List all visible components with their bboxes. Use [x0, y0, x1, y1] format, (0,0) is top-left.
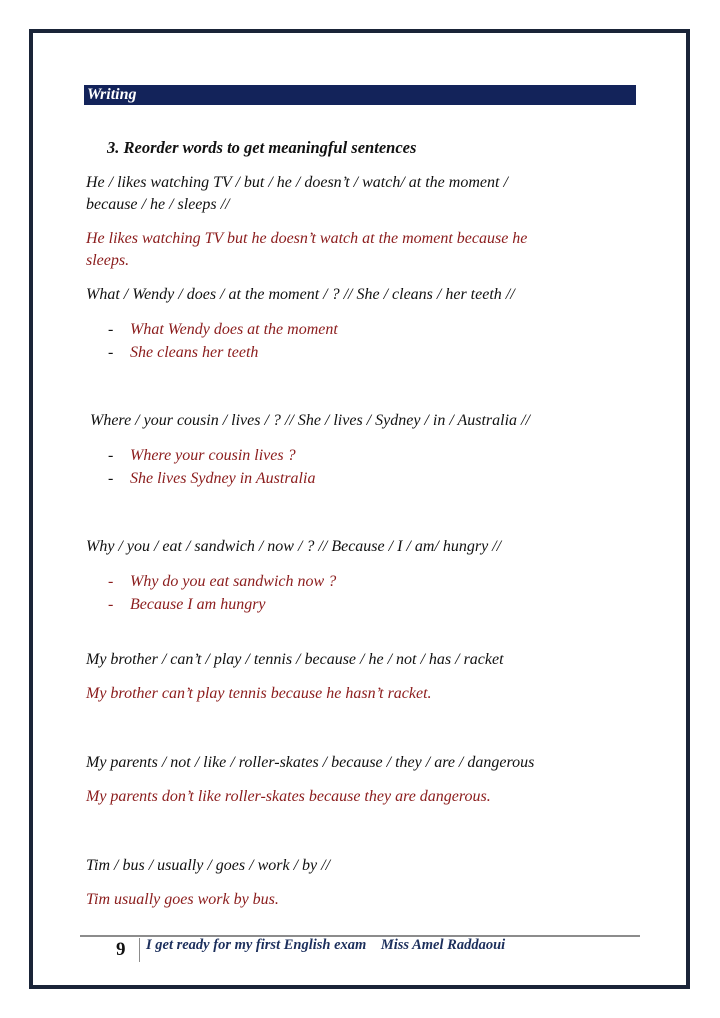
exercise-heading: 3. Reorder words to get meaningful sentences: [107, 138, 417, 157]
prompt-6: My parents / not / like / roller-skates / because / they / are / dangerous: [86, 754, 535, 771]
prompt-1-line-1: He / likes watching TV / but / he / doesn’t / watch/ at the moment /: [86, 174, 508, 191]
list-item: - She cleans her teeth: [108, 344, 259, 361]
bullet-list-2: [108, 318, 338, 364]
answer-text: Because I am hungry: [130, 596, 266, 613]
prompt-1-line-2: because / he / sleeps //: [86, 196, 230, 213]
footer-separator: [139, 938, 140, 962]
bullet-list-4: [108, 570, 336, 616]
answer-5: My brother can’t play tennis because he hasn’t racket.: [86, 685, 432, 702]
answer-7: Tim usually goes work by bus.: [86, 891, 279, 908]
section-title-bar: Writing: [84, 85, 636, 105]
prompt-5: My brother / can’t / play / tennis / because / he / not / has / racket: [86, 651, 504, 668]
footer-text: I get ready for my first English exam Miss Amel Raddaoui: [146, 937, 506, 953]
answer-1-line-2: sleeps.: [86, 252, 130, 269]
answer-text: She lives Sydney in Australia: [130, 470, 316, 487]
list-item: - Where your cousin lives ?: [108, 447, 296, 464]
bullet-list-3: [108, 444, 315, 490]
answer-text: What Wendy does at the moment: [130, 321, 338, 338]
prompt-4: Why / you / eat / sandwich / now / ? // Because / I / am/ hungry //: [86, 538, 502, 555]
page-number: 9: [116, 939, 126, 960]
list-item: - She lives Sydney in Australia: [108, 470, 316, 487]
prompt-7: Tim / bus / usually / goes / work / by //: [86, 857, 331, 874]
answer-1: [86, 228, 527, 272]
prompt-1: [86, 172, 508, 216]
list-item: - What Wendy does at the moment: [108, 321, 338, 338]
answer-1-line-1: He likes watching TV but he doesn’t watch at the moment because he: [86, 230, 528, 247]
answer-6: My parents don’t like roller-skates because they are dangerous.: [86, 788, 491, 805]
answer-text: She cleans her teeth: [130, 344, 259, 361]
list-item: - Why do you eat sandwich now ?: [108, 573, 337, 590]
prompt-2: What / Wendy / does / at the moment / ? // She / cleans / her teeth //: [86, 286, 515, 303]
prompt-3: Where / your cousin / lives / ? // She / lives / Sydney / in / Australia //: [90, 412, 530, 429]
list-item: - Because I am hungry: [108, 596, 266, 613]
answer-text: Why do you eat sandwich now ?: [130, 573, 337, 590]
answer-text: Where your cousin lives ?: [130, 447, 296, 464]
